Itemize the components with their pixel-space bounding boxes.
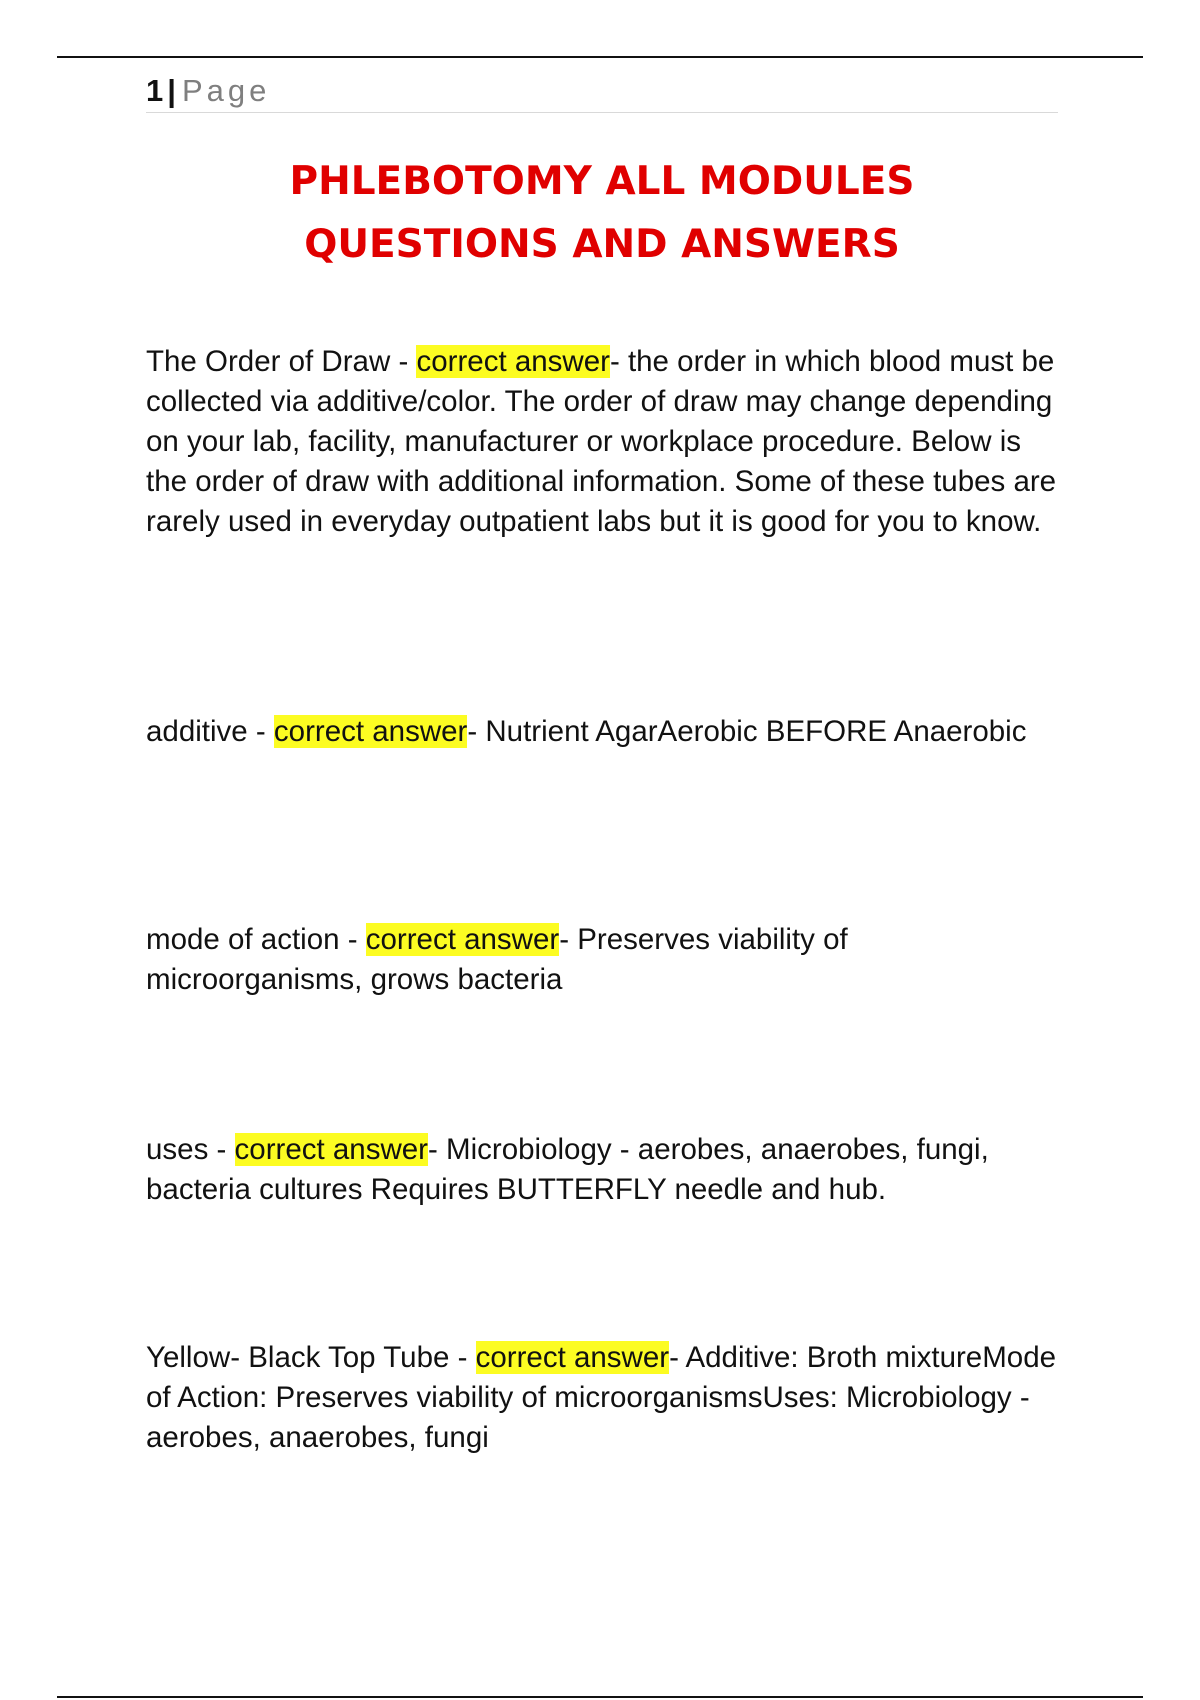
- title-line-2: QUESTIONS AND ANSWERS: [304, 222, 900, 267]
- qa-entry-additive: [146, 712, 1066, 752]
- entry-answer: - Additive: Broth mixtureMode of Action: Preserves viability of microorganismsUses: Microbiology - aerobes, anaerobes, fungi: [146, 1341, 1057, 1454]
- entry-term: additive -: [146, 715, 274, 748]
- correct-answer-highlight: correct answer: [365, 923, 560, 956]
- correct-answer-highlight: correct answer: [416, 345, 610, 378]
- top-rule: [57, 56, 1143, 58]
- entry-term: The Order of Draw -: [146, 345, 417, 378]
- qa-entry-mode-of-action: [146, 920, 1066, 1000]
- entry-answer: - Microbiology - aerobes, anaerobes, fungi, bacteria cultures Requires BUTTERFLY needle and hub.: [146, 1133, 989, 1206]
- correct-answer-highlight: correct answer: [234, 1133, 428, 1166]
- qa-entry-uses: [146, 1130, 1066, 1210]
- document-title: [146, 150, 1058, 276]
- entry-term: Yellow- Black Top Tube -: [146, 1341, 476, 1374]
- title-line-1: PHLEBOTOMY ALL MODULES: [289, 159, 915, 204]
- entry-answer: - Preserves viability of microorganisms, grows bacteria: [146, 923, 848, 996]
- page-label: Page: [181, 73, 271, 108]
- page-number: 1: [146, 73, 164, 108]
- page-separator: |: [167, 73, 176, 108]
- qa-entry-yellow-black-top-tube: [146, 1338, 1066, 1458]
- entry-answer: - the order in which blood must be collected via additive/color. The order of draw may change depending on your lab, facility, manufacturer or workplace procedure. Below is the order of draw with additional information. Some of these tubes are rarely used in everyday outpatient labs but it is good for you to know.: [146, 345, 1057, 538]
- qa-entry-order-of-draw: [146, 342, 1066, 542]
- correct-answer-highlight: correct answer: [273, 715, 468, 748]
- entry-term: uses -: [146, 1133, 235, 1166]
- page-header: [146, 70, 1058, 113]
- entry-term: mode of action -: [146, 923, 366, 956]
- entry-answer: - Nutrient AgarAerobic BEFORE Anaerobic: [467, 715, 1027, 748]
- bottom-rule: [57, 1696, 1143, 1698]
- correct-answer-highlight: correct answer: [475, 1341, 670, 1374]
